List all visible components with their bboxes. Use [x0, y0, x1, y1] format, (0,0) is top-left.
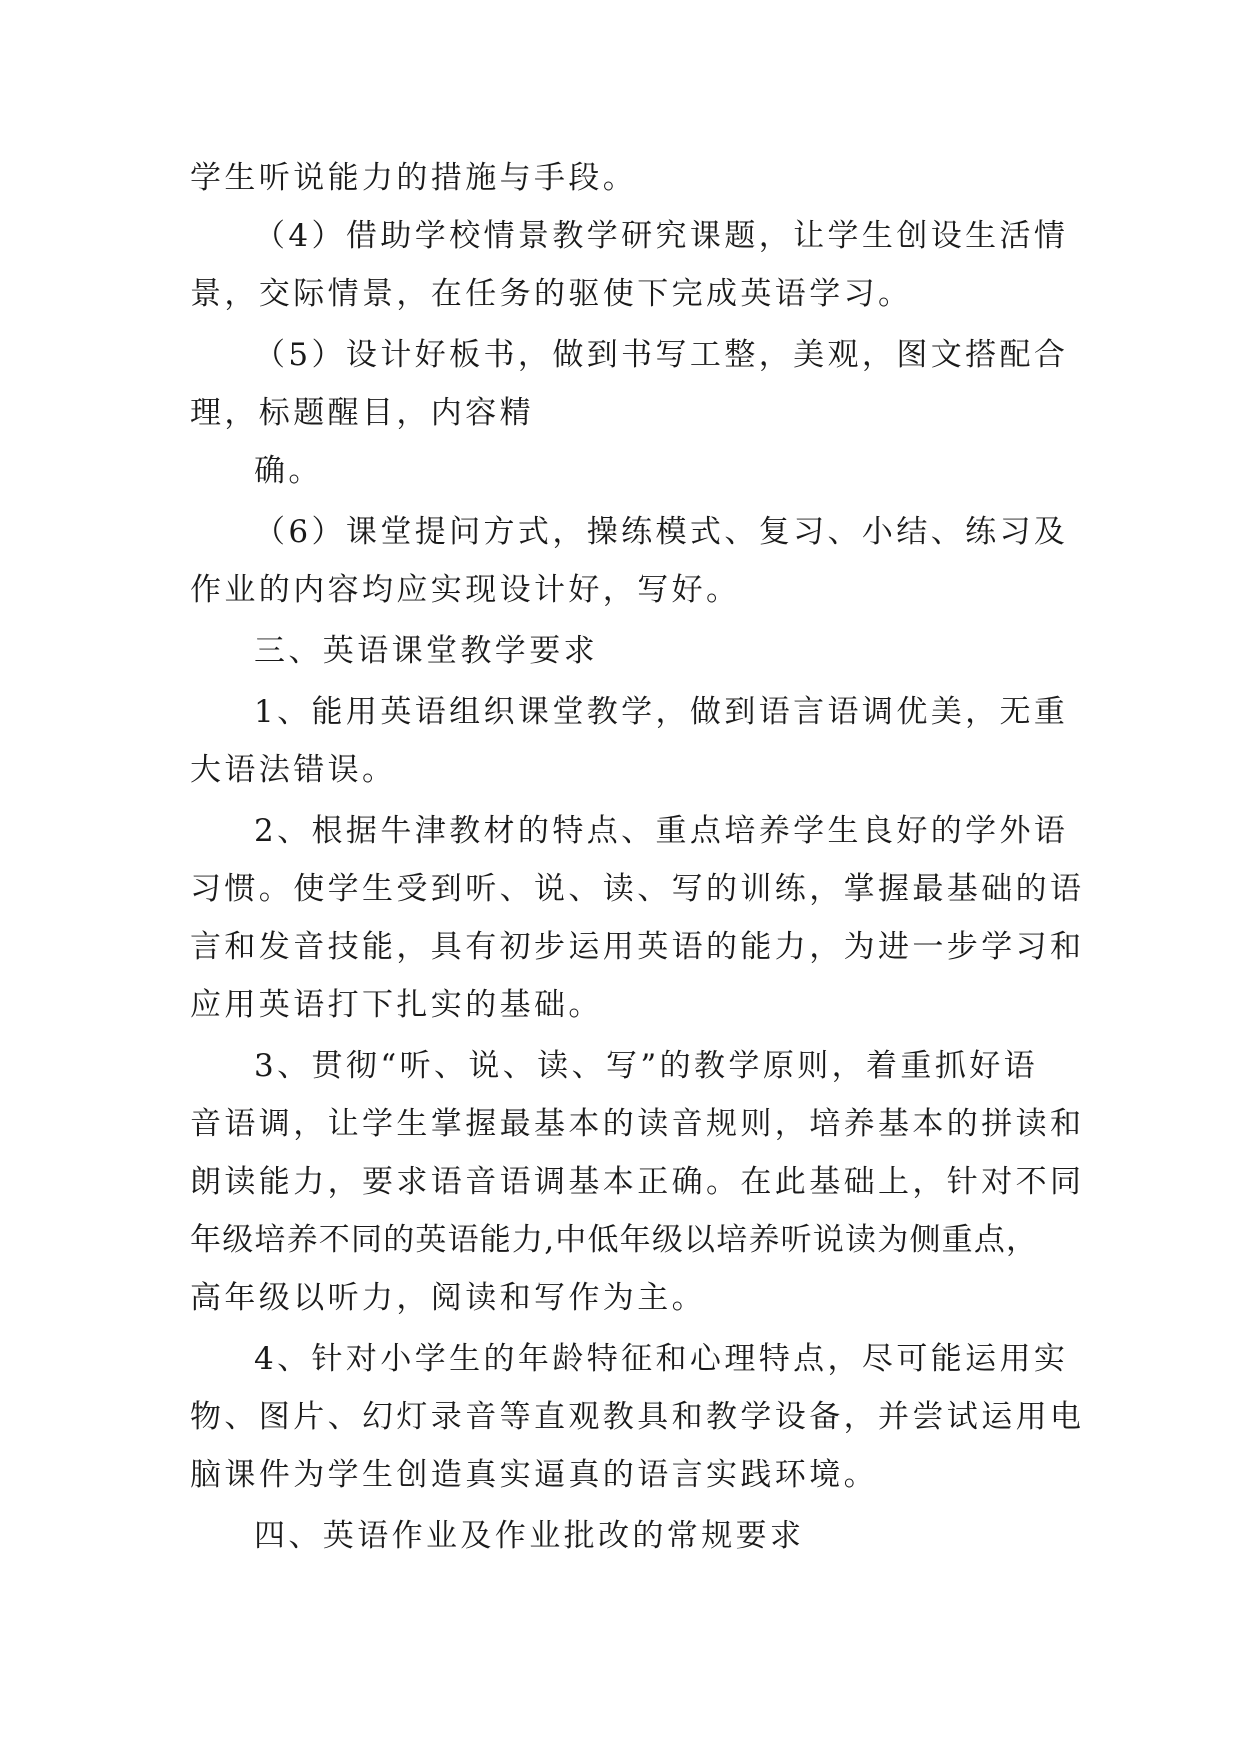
paragraph-line: 1、能用英语组织课堂教学，做到语言语调优美，无重: [254, 694, 1069, 730]
paragraph-line: 物、图片、幻灯录音等直观教具和教学设备，并尝试运用电: [190, 1399, 1085, 1435]
paragraph-line: 4、针对小学生的年龄特征和心理特点，尽可能运用实: [254, 1341, 1069, 1377]
paragraph-line: 理，标题醒目，内容精: [190, 395, 534, 431]
paragraph-line: 应用英语打下扎实的基础。: [190, 987, 603, 1023]
paragraph-line: 景，交际情景，在任务的驱使下完成英语学习。: [190, 276, 913, 312]
document-body: [190, 158, 1085, 1556]
paragraph-line: 脑课件为学生创造真实逼真的语言实践环境。: [190, 1457, 878, 1493]
paragraph-line: 高年级以听力，阅读和写作为主。: [190, 1280, 706, 1316]
paragraph-line: 确。: [254, 453, 323, 489]
section-heading: 四、英语作业及作业批改的常规要求: [254, 1518, 805, 1554]
paragraph-line: 3、贯彻“听、说、读、写”的教学原则，着重抓好语: [254, 1048, 1039, 1084]
paragraph-line: 2、根据牛津教材的特点、重点培养学生良好的学外语: [254, 813, 1069, 849]
paragraph-line: 作业的内容均应实现设计好，写好。: [190, 572, 741, 608]
paragraph-line: 音语调，让学生掌握最基本的读音规则，培养基本的拼读和: [190, 1106, 1085, 1142]
paragraph-line: 言和发音技能，具有初步运用英语的能力，为进一步学习和: [190, 929, 1085, 965]
paragraph-line: 习惯。使学生受到听、说、读、写的训练，掌握最基础的语: [190, 871, 1085, 907]
paragraph-line: （5）设计好板书，做到书写工整，美观，图文搭配合: [254, 337, 1069, 373]
paragraph-line: （6）课堂提问方式，操练模式、复习、小结、练习及: [254, 514, 1069, 550]
paragraph-line: 大语法错误。: [190, 752, 397, 788]
paragraph-line: 朗读能力，要求语音语调基本正确。在此基础上，针对不同: [190, 1164, 1085, 1200]
paragraph-line: 学生听说能力的措施与手段。: [190, 160, 638, 196]
paragraph-line: 年级培养不同的英语能力,中低年级以培养听说读为侧重点，: [190, 1222, 1039, 1258]
section-heading: 三、英语课堂教学要求: [254, 633, 598, 669]
paragraph-line: （4）借助学校情景教学研究课题，让学生创设生活情: [254, 218, 1069, 254]
